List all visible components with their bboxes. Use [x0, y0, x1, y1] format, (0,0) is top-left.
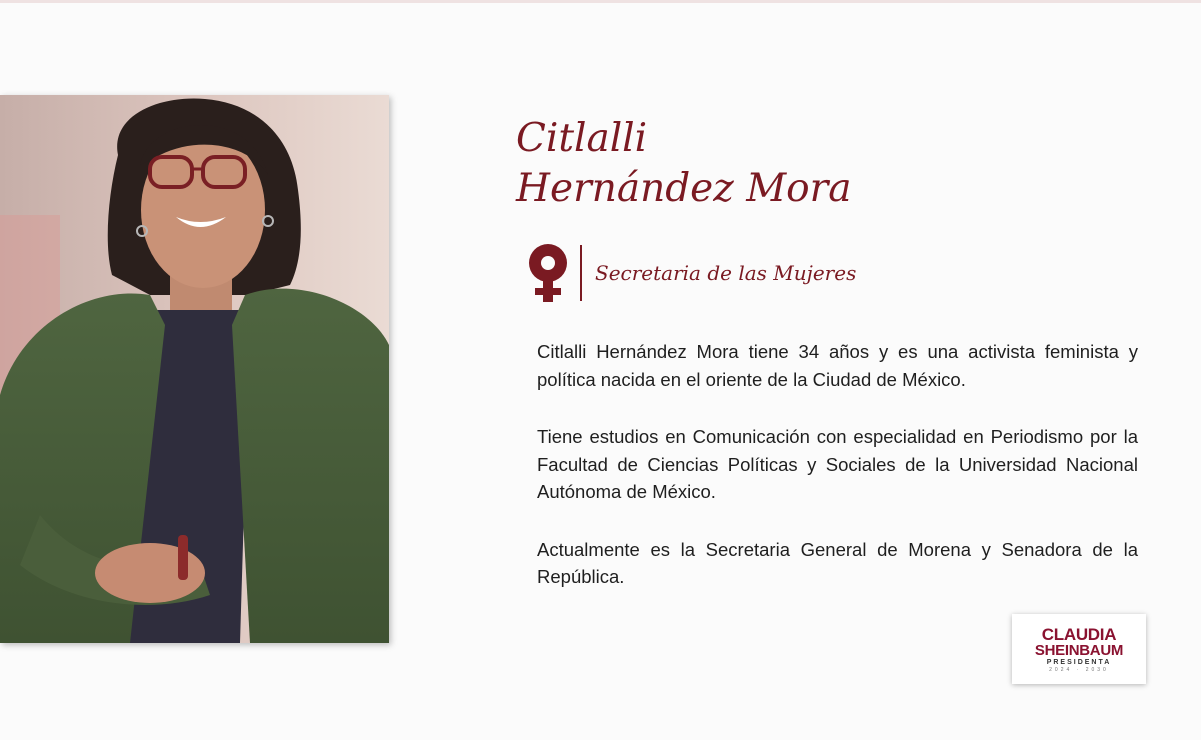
name-first: Citlalli — [516, 116, 648, 161]
campaign-logo — [1012, 614, 1146, 684]
name-last: Hernández Mora — [516, 166, 852, 211]
logo-line-claudia: CLAUDIA — [1041, 625, 1117, 644]
role-title: Secretaria de las Mujeres — [595, 261, 857, 285]
top-divider — [0, 0, 1201, 3]
logo-years: 2024 · 2030 — [1049, 667, 1109, 673]
bio-paragraph: Citlalli Hernández Mora tiene 34 años y es una activista feminista y política nacida en el oriente de la Ciudad de México. — [537, 341, 1138, 390]
logo-line-presidenta: PRESIDENTA — [1046, 659, 1112, 666]
role-divider — [580, 245, 582, 301]
person-name — [516, 114, 852, 214]
venus-icon — [526, 244, 570, 302]
biography — [537, 338, 1138, 621]
bio-paragraph: Actualmente es la Secretaria General de Morena y Senadora de la República. — [537, 538, 1138, 587]
bio-paragraph: Tiene estudios en Comunicación con especialidad en Periodismo por la Facultad de Ciencias Políticas y Sociales de la Universidad Nacional Autónoma de México. — [537, 426, 1138, 502]
role-block — [526, 244, 856, 302]
logo-line-sheinbaum: SHEINBAUM — [1034, 642, 1124, 659]
portrait-photo — [0, 95, 389, 643]
